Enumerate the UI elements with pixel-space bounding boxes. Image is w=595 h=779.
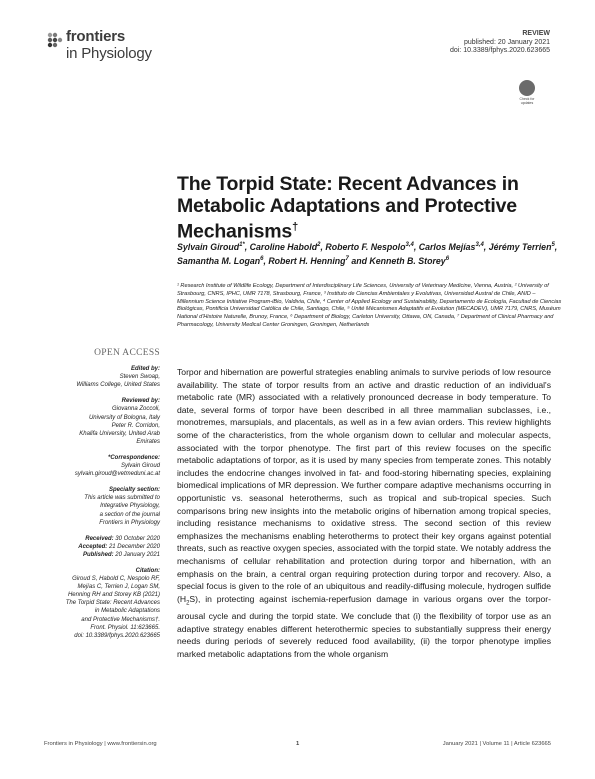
accepted-label: Accepted: <box>78 543 108 550</box>
edited-by-label: Edited by: <box>130 366 160 373</box>
abstract-text-1: Torpor and hibernation are powerful strategies enabling animals to survive periods of low resource availability. The state of torpor results from an active and drastic reduction of an individual's metabolic rate (MR) associated with a relatively pronounced decrease in body temperature. To date, several forms of torpor have been described in all three mammalian subclasses, i.e., monotremes, marsupials, and placentals, as well as in a few avian orders. This review highlights some of the characteristics, from the whole organism down to cellular and molecular aspects, associated with the torpor phenotype. The first part of this review focuses on the specific metabolic adaptations of torpor, as it is used by many species from temperate zones. This notably includes the endocrine changes involved in fat- and food-storing hibernating species, explaining biomedical implications of MR depression. We further compare adaptive mechanisms occurring in opportunistic vs. seasonal heterotherms, such as tropical and sub-tropical species. Such comparisons bring new insights into the metabolic origins of hibernation among tropical species, including resistance mechanisms to oxidative stress. The second section of this review emphasizes the mechanisms enabling heterotherms to protect their key organs against potential threats, such as reactive oxygen species, associated with the torpid state. We notably address the mechanisms of cellular rehabilitation and protection during torpor and hibernation, with an emphasis on the brain, a central organ requiring protection during torpor and recovery. Also, a special focus is given to the role of an ubiquitous and readily-diffusing molecule, hydrogen sulfide (H <box>177 367 551 604</box>
accepted-value: 21 December 2020 <box>108 543 160 550</box>
footer-journal[interactable]: Frontiers in Physiology | www.frontiersin.org <box>44 741 157 747</box>
citation-line: doi: 10.3389/fphys.2020.623665 <box>74 632 160 639</box>
specialty-section-line: a section of the journal <box>99 511 160 518</box>
citation-line: in Metabolic Adaptations <box>94 608 160 615</box>
article-title-text: The Torpid State: Recent Advances in Metabolic Adaptations and Protective Mechanisms <box>177 173 519 243</box>
article-meta <box>450 30 550 56</box>
edited-by-line: Williams College, United States <box>76 382 160 389</box>
reviewed-by-line: Giovanna Zoccoli, <box>111 406 160 413</box>
author-name[interactable]: Sylvain Giroud <box>177 241 240 252</box>
author-name[interactable]: Robert H. Henning <box>268 255 346 266</box>
journal-name-line1: frontiers <box>66 28 126 45</box>
correspondence-line: sylvain.giroud@vetmeduni.ac.at <box>74 471 160 478</box>
check-for-updates-badge[interactable] <box>518 80 536 105</box>
footer-issue: January 2021 | Volume 11 | Article 623665 <box>442 741 551 747</box>
citation-line: The Torpid State: Recent Advances <box>65 600 160 607</box>
citation-line: Front. Physiol. 11:623665. <box>90 624 160 631</box>
journal-name-line2: in Physiology <box>66 45 152 62</box>
check-updates-icon <box>519 80 535 96</box>
journal-logo <box>44 30 204 70</box>
specialty-section-label: Specialty section: <box>108 487 160 494</box>
author-name[interactable]: Roberto F. Nespolo <box>325 241 406 252</box>
accepted-date <box>44 543 160 551</box>
doi[interactable]: doi: 10.3389/fphys.2020.623665 <box>449 47 550 54</box>
title-footnote-mark: † <box>292 221 298 233</box>
reviewed-by-line: Khalifa University, United Arab <box>79 430 160 437</box>
specialty-section-line: This article was submitted to <box>84 495 160 502</box>
article-type: REVIEW <box>522 30 550 37</box>
author-affiliation-mark: 6 <box>445 255 450 262</box>
author-name[interactable]: Kenneth B. Storey <box>369 255 446 266</box>
correspondence-line: Sylvain Giroud <box>120 463 160 470</box>
abstract-text-2: S), in protecting against ischemia-reperfusion damage in various organs over the torpor-arousal cycle and during the torpid state. We conclude that (i) the flexibility of torpor use as an adaptive strategy enables different heterothermic species to substantially suppress their energy needs during periods of severely reduced food availability, (ii) the torpor phenotype implies marked metabolic adaptations from the whole organism <box>177 593 551 659</box>
abstract <box>177 366 551 660</box>
reviewed-by-line: Peter R. Corridon, <box>111 422 160 429</box>
author-affiliation-mark: 3,4 <box>405 242 414 248</box>
author-name[interactable]: Jérémy Terrien <box>488 241 552 252</box>
author-name[interactable]: Samantha M. Logan <box>177 255 261 266</box>
citation-line: Henning RH and Storey KB (2021) <box>67 592 160 599</box>
reviewed-by-line: University of Bologna, Italy <box>88 414 160 421</box>
author-name[interactable]: Carlos Mejías <box>418 241 476 252</box>
published-date: published: 20 January 2021 <box>463 38 550 46</box>
author-affiliation-mark: 5 <box>551 242 555 248</box>
author-affiliation-mark: 3,4 <box>475 242 484 248</box>
abstract-subscript: 2 <box>186 600 190 607</box>
reviewed-by <box>44 405 160 445</box>
citation-line: Mejías C, Terrien J, Logan SM, <box>77 584 160 591</box>
affiliations: ¹ Research Institute of Wildlife Ecology, Department of Interdisciplinary Life Sciences, University of Veterinary Medicine, Vienna, Austria, ² University of Strasbourg, CNRS, IPHC, UMR 7178, Strasbourg, France, ³ Instituto de Ciencias Ambientales y Evolutivas, Universidad Austral de Chile, ANID – Millennium Science Initiative Program-iBio, Valdivia, Chile, ⁴ Center of Applied Ecology and Sustainability, Departamento de Ecología, Facultad de Ciencias Biológicas, Pontificia Universidad Católica de Chile, Santiago, Chile, ⁵ Unité Mécanismes Adaptatifs et Evolution (MECADEV), UMR 7179, CNRS, Muséum National d'Histoire Naturelle, Brunoy, France, ⁶ Department of Biology, Carleton University, Ottawa, ON, Canada, ⁷ Department of Clinical Pharmacy and Pharmacology, University Medical Center Groningen, Groningen, Netherlands <box>177 283 562 328</box>
author-affiliation-mark: 2 <box>317 242 321 248</box>
open-access-label: OPEN ACCESS <box>94 348 160 358</box>
page-number: 1 <box>296 741 300 747</box>
correspondence-label: *Correspondence: <box>107 454 160 461</box>
received-value: 30 October 2020 <box>115 535 160 542</box>
received-label: Received: <box>85 535 114 542</box>
author-list: Sylvain Giroud$^{1*}$, Caroline Habold$^2$, Roberto F. Nespolo$^{3,4}$, Carlos Mejías$^{3,4}$, Jérémy Terrien$^5$, Samantha M. Logan$^6$, Robert H. Henning$^7$ and Kenneth B. Storey$^6$ <box>177 241 558 266</box>
published-date-sidebar <box>44 551 160 559</box>
citation-line: Giroud S, Habold C, Nespolo RF, <box>72 576 160 583</box>
published-label: Published: <box>82 551 114 558</box>
citation-line: and Protective Mechanisms†. <box>81 616 160 623</box>
specialty-section <box>44 494 160 526</box>
specialty-section-line: Frontiers in Physiology <box>99 519 160 526</box>
reviewed-by-line: Emirates <box>136 438 160 445</box>
frontiers-logo-icon <box>44 30 66 52</box>
author-affiliation-mark: 6 <box>260 255 264 262</box>
citation <box>44 575 160 640</box>
edited-by-line: Steven Swoap, <box>119 374 160 381</box>
received-date <box>44 535 160 543</box>
edited-by <box>44 373 160 389</box>
check-updates-label: Check for updates <box>519 97 535 105</box>
correspondence[interactable] <box>44 462 160 478</box>
author-name[interactable]: Caroline Habold <box>249 241 318 252</box>
citation-label: Citation: <box>135 567 160 574</box>
specialty-section-line: Integrative Physiology, <box>100 503 160 510</box>
author-affiliation-mark: 1* <box>239 242 245 248</box>
published-value: 20 January 2021 <box>115 551 160 558</box>
article-title <box>177 174 557 243</box>
article-sidebar <box>44 349 160 640</box>
reviewed-by-label: Reviewed by: <box>121 398 160 405</box>
author-affiliation-mark: 7 <box>345 255 349 262</box>
